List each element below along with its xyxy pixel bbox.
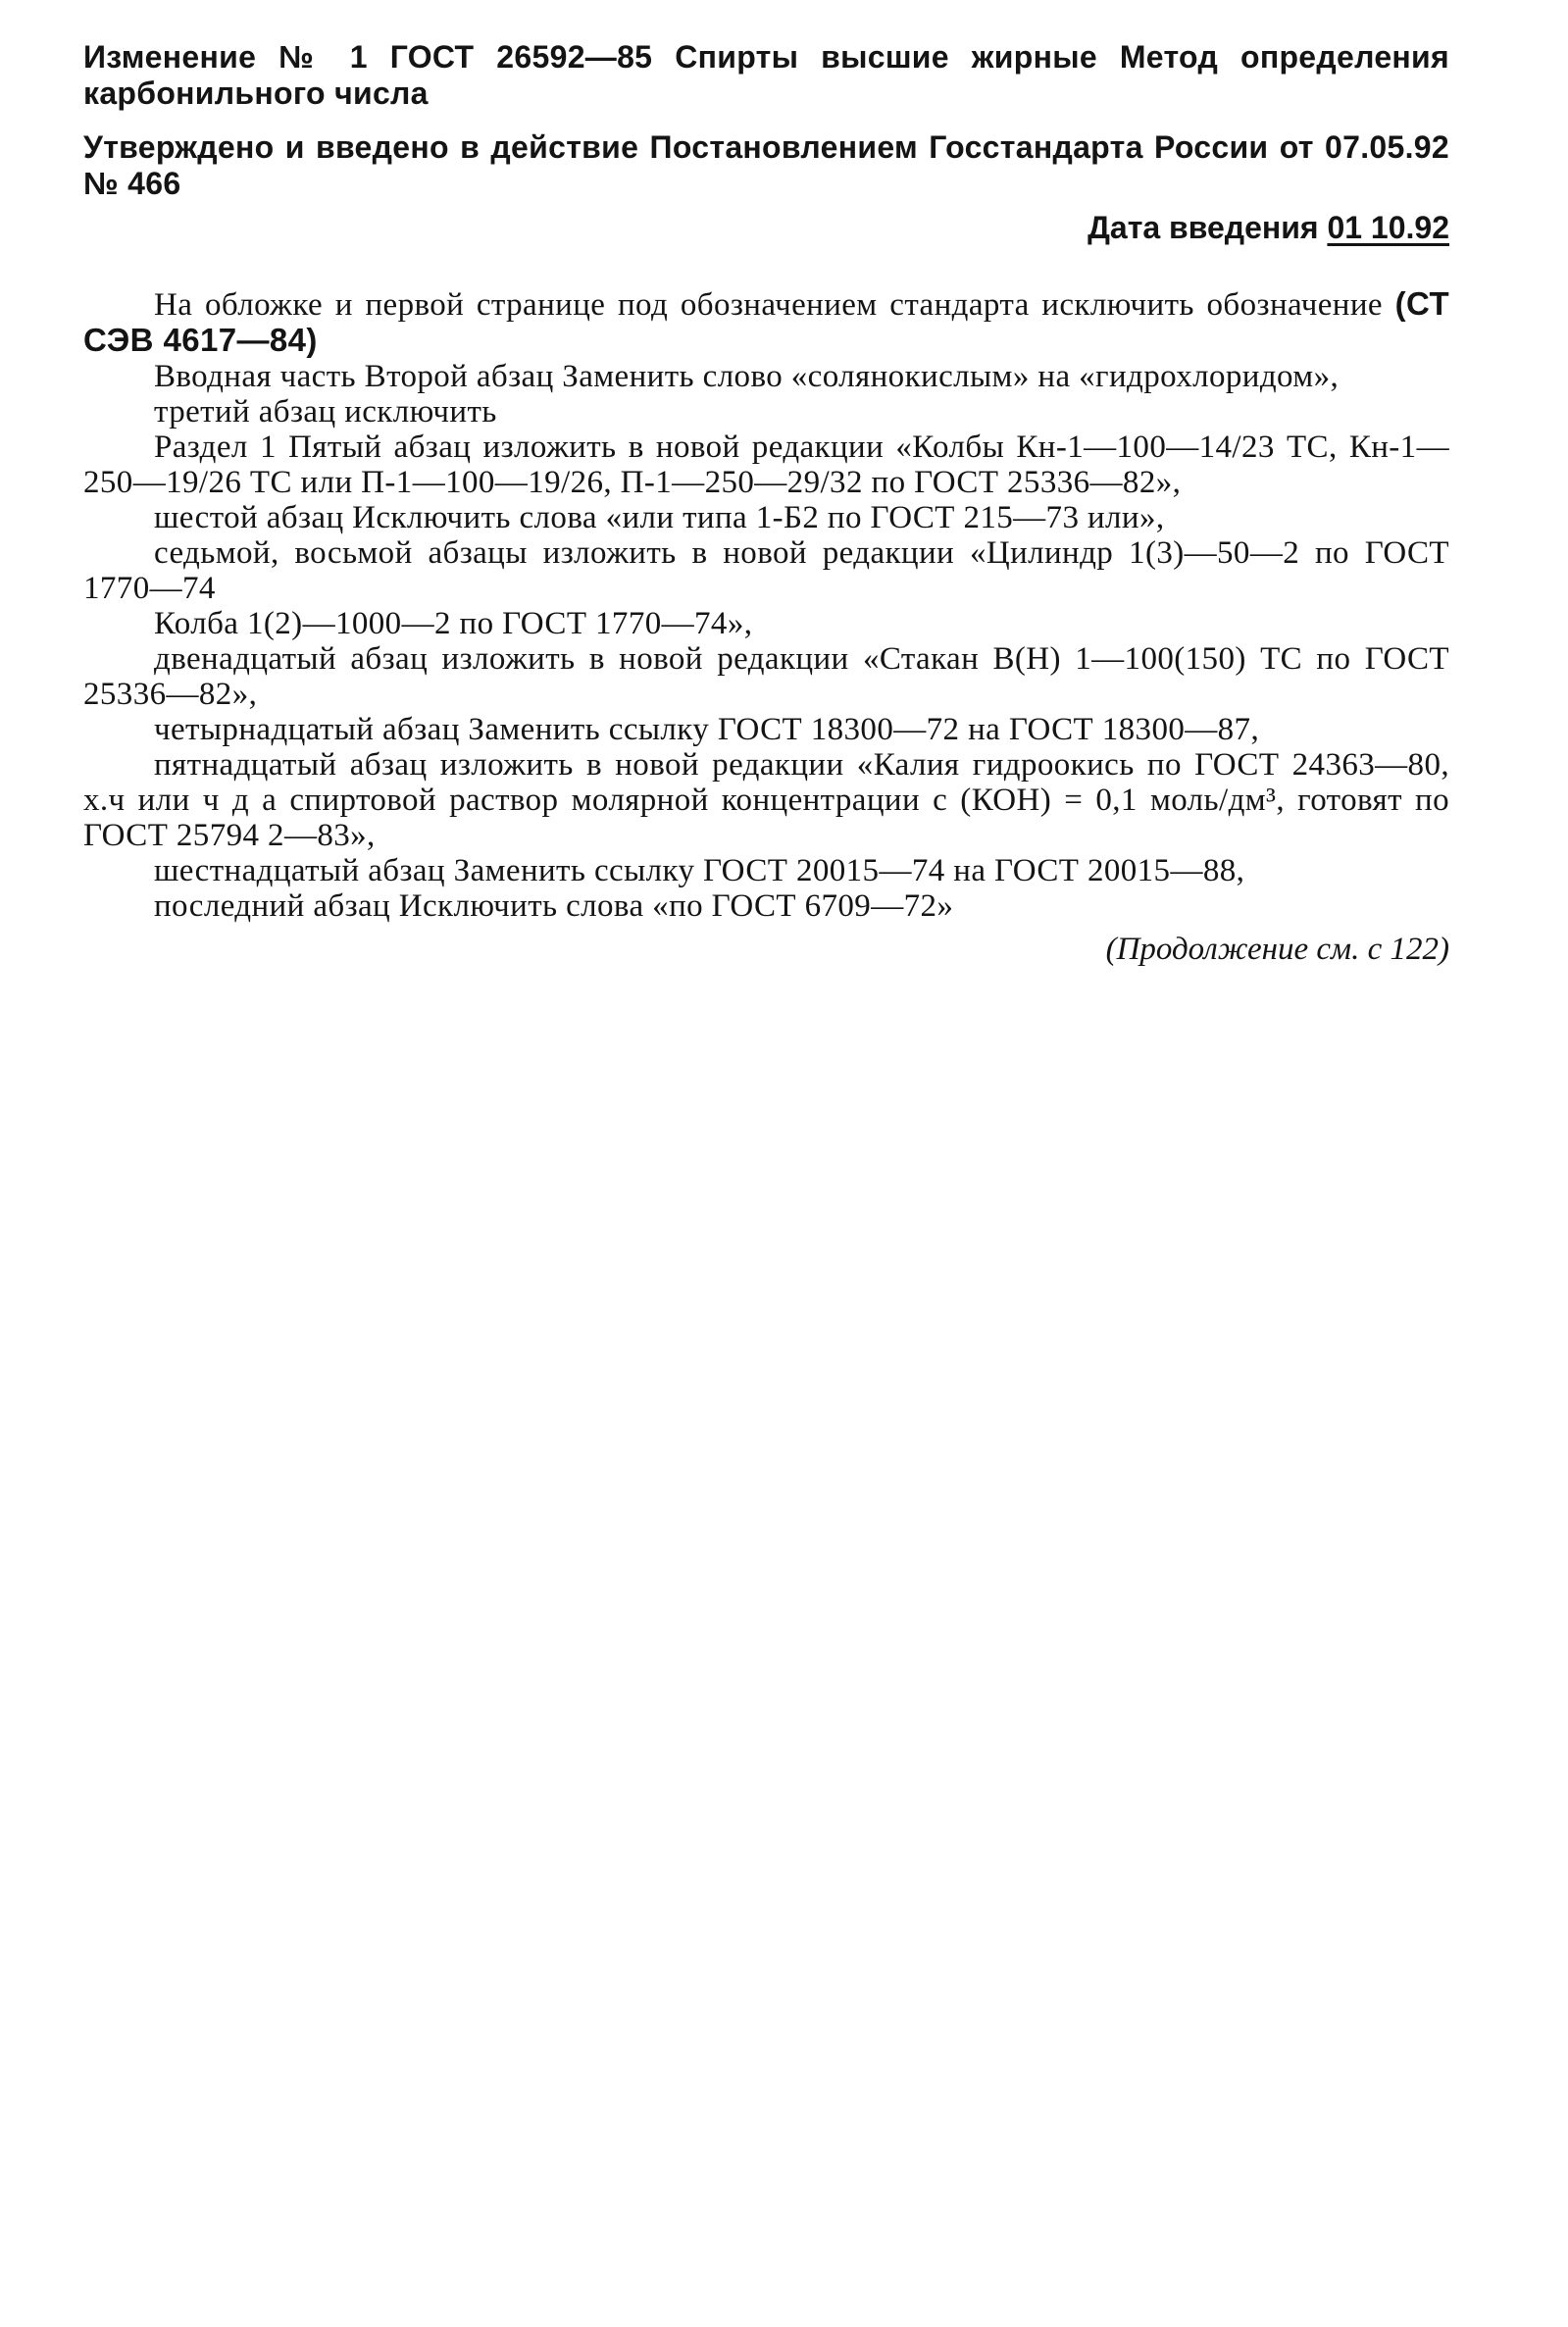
- paragraph-sixth: шестой абзац Исключить слова «или типа 1-Б2 по ГОСТ 215—73 или»,: [154, 500, 1165, 535]
- paragraph-twelfth: двенадцатый абзац изложить в новой редакции «Стакан В(Н) 1—100(150) ТС по ГОСТ 25336—82»,: [83, 641, 1449, 712]
- document-page: [83, 39, 1449, 968]
- paragraph-third: третий абзац исключить: [154, 394, 497, 430]
- paragraph-section1-fifth: Раздел 1 Пятый абзац изложить в новой редакции «Колбы Кн-1—100—14/23 ТС, Кн-1—250—19/26 ТС или П-1—100—19/26, П-1—250—29/32 по ГОСТ 25336—82»,: [83, 430, 1449, 500]
- date-value: 01 10.92: [1327, 210, 1449, 245]
- paragraph-seventh-eighth: седьмой, восьмой абзацы изложить в новой редакции «Цилиндр 1(3)—50—2 по ГОСТ 1770—74: [83, 535, 1449, 606]
- paragraph-last: последний абзац Исключить слова «по ГОСТ 6709—72»: [154, 888, 954, 924]
- continuation-note: (Продолжение см. с 122): [1105, 932, 1449, 967]
- document-body: [83, 286, 1449, 924]
- paragraph-intro: Вводная часть Второй абзац Заменить слово «солянокислым» на «гидрохлоридом»,: [154, 359, 1340, 394]
- date-label: Дата введения: [1087, 210, 1319, 245]
- paragraph-cover: [83, 286, 1449, 359]
- paragraph-flask: Колба 1(2)—1000—2 по ГОСТ 1770—74»,: [154, 606, 753, 641]
- paragraph-cover-designation: (СТ СЭВ 4617—84): [83, 285, 1449, 358]
- paragraph-cover-text: На обложке и первой странице под обозначением стандарта исключить обозначение: [154, 287, 1383, 323]
- paragraph-fourteenth: четырнадцатый абзац Заменить ссылку ГОСТ 18300—72 на ГОСТ 18300—87,: [154, 712, 1260, 747]
- effective-date: [83, 208, 1449, 247]
- approval-line: Утверждено и введено в действие Постановлением Госстандарта России от 07.05.92 № 466: [83, 129, 1449, 201]
- paragraph-sixteenth: шестнадцатый абзац Заменить ссылку ГОСТ 20015—74 на ГОСТ 20015—88,: [154, 853, 1245, 888]
- paragraph-fifteenth: пятнадцатый абзац изложить в новой редакции «Калия гидроокись по ГОСТ 24363—80, х.ч или ч д а спиртовой раствор молярной концентрации с (КОН) = 0,1 моль/дм³, готовят по ГОСТ 25794 2—83»,: [83, 747, 1449, 853]
- change-title: Изменение № 1 ГОСТ 26592—85 Спирты высшие жирные Метод определения карбонильного числа: [83, 39, 1449, 111]
